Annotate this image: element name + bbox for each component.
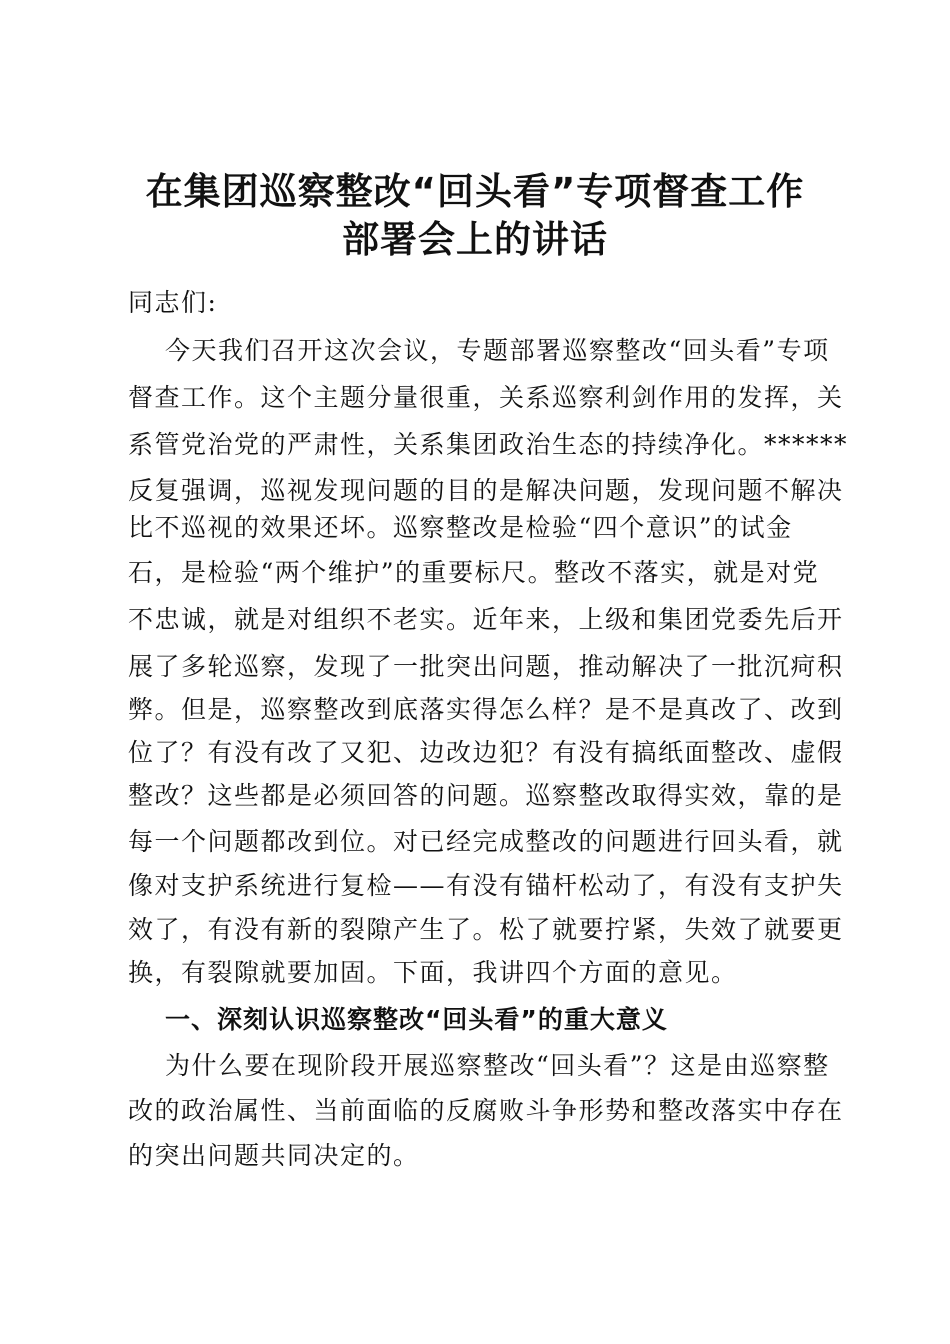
paragraph1-line: 像对支护系统进行复检——有没有锚杆松动了，有没有支护失 [128, 871, 844, 900]
paragraph1-line: 督查工作。这个主题分量很重，关系巡察利剑作用的发挥，关 [128, 383, 844, 412]
paragraph2-line: 为什么要在现阶段开展巡察整改“回头看”？这是由巡察整 [165, 1051, 830, 1080]
document-title-line-1: 在集团巡察整改“回头看”专项督查工作 [145, 170, 805, 213]
section-heading: 一、深刻认识巡察整改“回头看”的重大意义 [165, 1005, 668, 1034]
paragraph1-line: 系管党治党的严肃性，关系集团政治生态的持续净化。****** [128, 430, 849, 459]
paragraph1-line: 换，有裂隙就要加固。下面，我讲四个方面的意见。 [128, 958, 738, 987]
paragraph1-line: 石，是检验“两个维护”的重要标尺。整改不落实，就是对党 [128, 558, 820, 587]
salutation: 同志们: [128, 288, 218, 317]
paragraph1-line: 效了，有没有新的裂隙产生了。松了就要拧紧，失效了就要更 [128, 915, 844, 944]
paragraph1-line: 展了多轮巡察，发现了一批突出问题，推动解决了一批沉疴积 [128, 652, 844, 681]
paragraph1-line: 比不巡视的效果还坏。巡察整改是检验“四个意识”的试金 [128, 513, 793, 542]
paragraph2-line: 的突出问题共同决定的。 [128, 1141, 420, 1170]
paragraph2-line: 改的政治属性、当前面临的反腐败斗争形势和整改落实中存在 [128, 1096, 844, 1125]
paragraph1-line: 位了？有没有改了又犯、边改边犯？有没有搞纸面整改、虚假 [128, 738, 844, 767]
paragraph1-line: 不忠诚，就是对组织不老实。近年来，上级和集团党委先后开 [128, 605, 844, 634]
paragraph1-line: 今天我们召开这次会议，专题部署巡察整改“回头看”专项 [165, 336, 830, 365]
paragraph1-line: 弊。但是，巡察整改到底落实得怎么样？是不是真改了、改到 [128, 695, 844, 724]
paragraph1-line: 整改？这些都是必须回答的问题。巡察整改取得实效，靠的是 [128, 781, 844, 810]
paragraph1-line: 每一个问题都改到位。对已经完成整改的问题进行回头看，就 [128, 827, 844, 856]
document-title-line-2: 部署会上的讲话 [342, 218, 608, 261]
paragraph1-line: 反复强调，巡视发现问题的目的是解决问题，发现问题不解决 [128, 476, 844, 505]
